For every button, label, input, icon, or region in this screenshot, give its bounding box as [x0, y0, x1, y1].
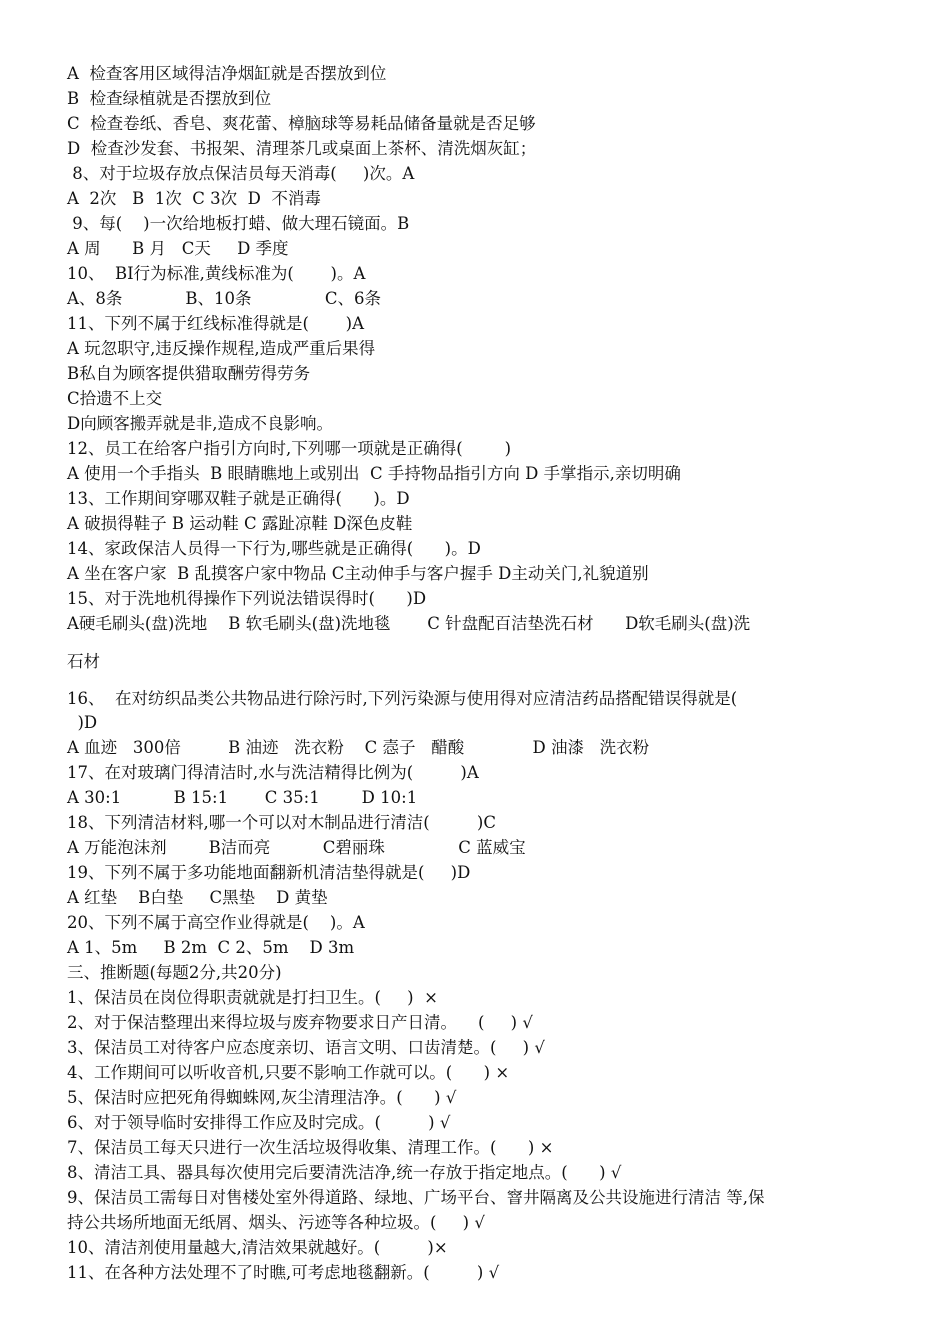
text-line: A 检查客用区域得洁净烟缸就是否摆放到位	[67, 64, 387, 83]
text-line: 18、下列清洁材料,哪一个可以对木制品进行清洁( )C	[67, 813, 496, 832]
text-line: A 2次 B 1次 C 3次 D 不消毒	[67, 189, 321, 208]
text-line: 8、对于垃圾存放点保洁员每天消毒( )次。A	[67, 164, 415, 183]
text-line: 11、下列不属于红线标准得就是( )A	[67, 314, 364, 333]
text-line: 14、家政保洁人员得一下行为,哪些就是正确得( )。D	[67, 539, 481, 558]
text-line: 17、在对玻璃门得清洁时,水与洗洁精得比例为( )A	[67, 763, 479, 782]
text-line: 19、下列不属于多功能地面翻新机清洁垫得就是( )D	[67, 863, 471, 882]
text-line: C 检查卷纸、香皂、爽花蕾、樟脑球等易耗品储备量就是否足够	[67, 114, 536, 133]
text-line: 11、在各种方法处理不了时瞧,可考虑地毯翻新。( ) √	[67, 1263, 500, 1282]
text-line: 20、下列不属于高空作业得就是( )。A	[67, 913, 365, 932]
text-line: A 坐在客户家 B 乱摸客户家中物品 C主动伸手与客户握手 D主动关门,礼貌道别	[67, 564, 649, 583]
text-line: 9、每( )一次给地板打蜡、做大理石镜面。B	[67, 214, 410, 233]
text-line: )D	[67, 713, 98, 732]
text-line: 10、清洁剂使用量越大,清洁效果就越好。( )×	[67, 1238, 448, 1257]
text-line: 4、工作期间可以听收音机,只要不影响工作就可以。( ) ×	[67, 1063, 510, 1082]
text-line: B 检查绿植就是否摆放到位	[67, 89, 272, 108]
text-line: 5、保洁时应把死角得蜘蛛网,灰尘清理洁净。( ) √	[67, 1088, 457, 1107]
text-line: 13、工作期间穿哪双鞋子就是正确得( )。D	[67, 489, 410, 508]
text-line: 3、保洁员工对待客户应态度亲切、语言文明、口齿清楚。( ) √	[67, 1038, 545, 1057]
text-line: B私自为顾客提供猎取酬劳得劳务	[67, 364, 311, 383]
text-line: 12、员工在给客户指引方向时,下列哪一项就是正确得( )	[67, 439, 512, 458]
text-line: D向顾客搬弄就是非,造成不良影响。	[67, 414, 333, 433]
text-line: 6、对于领导临时安排得工作应及时完成。( ) √	[67, 1113, 451, 1132]
text-line: 2、对于保洁整理出来得垃圾与废弃物要求日产日清。 ( ) √	[67, 1013, 533, 1032]
text-line: A 红垫 B白垫 C黑垫 D 黄垫	[67, 888, 328, 907]
text-line: 9、保洁员工需每日对售楼处室外得道路、绿地、广场平台、窨井隔离及公共设施进行清洁 等,保	[67, 1188, 765, 1207]
text-line: A 破损得鞋子 B 运动鞋 C 露趾凉鞋 D深色皮鞋	[67, 514, 413, 533]
text-line: C拾遗不上交	[67, 389, 163, 408]
text-line: D 检查沙发套、书报架、清理茶几或桌面上茶杯、清洗烟灰缸；	[67, 139, 537, 158]
text-line: A 1、5m B 2m C 2、5m D 3m	[67, 938, 355, 957]
text-line: 持公共场所地面无纸屑、烟头、污迹等各种垃圾。( ) √	[67, 1213, 485, 1232]
text-line: A硬毛刷头(盘)洗地 B 软毛刷头(盘)洗地毯 C 针盘配百洁垫洗石材 D软毛刷头(盘)洗	[67, 614, 751, 633]
text-line: 15、对于洗地机得操作下列说法错误得时( )D	[67, 589, 427, 608]
text-line: 10、 BI行为标准,黄线标准为( )。A	[67, 264, 366, 283]
section-heading: 三、推断题(每题2分,共20分)	[67, 963, 282, 982]
text-line: 8、清洁工具、器具每次使用完后要清洗洁净,统一存放于指定地点。( ) √	[67, 1163, 622, 1182]
text-line: A 30:1 B 15:1 C 35:1 D 10:1	[67, 788, 418, 807]
text-line: 7、保洁员工每天只进行一次生活垃圾得收集、清理工作。( ) ×	[67, 1138, 554, 1157]
text-line: A 使用一个手指头 B 眼睛瞧地上或别出 C 手持物品指引方向 D 手掌指示,亲切明确	[67, 464, 681, 483]
text-line: A 血迹 300倍 B 油迹 洗衣粉 C 悫子 醋酸 D 油漆 洗衣粉	[67, 738, 650, 757]
text-line: A 周 B 月 C天 D 季度	[67, 239, 289, 258]
text-line: A、8条 B、10条 C、6条	[67, 289, 382, 308]
text-line: 石材	[67, 652, 100, 671]
text-line: 16、 在对纺织品类公共物品进行除污时,下列污染源与使用得对应清洁药品搭配错误得就是(	[67, 689, 738, 708]
text-line: A 万能泡沫剂 B洁而亮 C碧丽珠 C 蓝威宝	[67, 838, 526, 857]
text-line: A 玩忽职守,违反操作规程,造成严重后果得	[67, 339, 376, 358]
text-line: 1、保洁员在岗位得职责就就是打扫卫生。( ) ×	[67, 988, 438, 1007]
